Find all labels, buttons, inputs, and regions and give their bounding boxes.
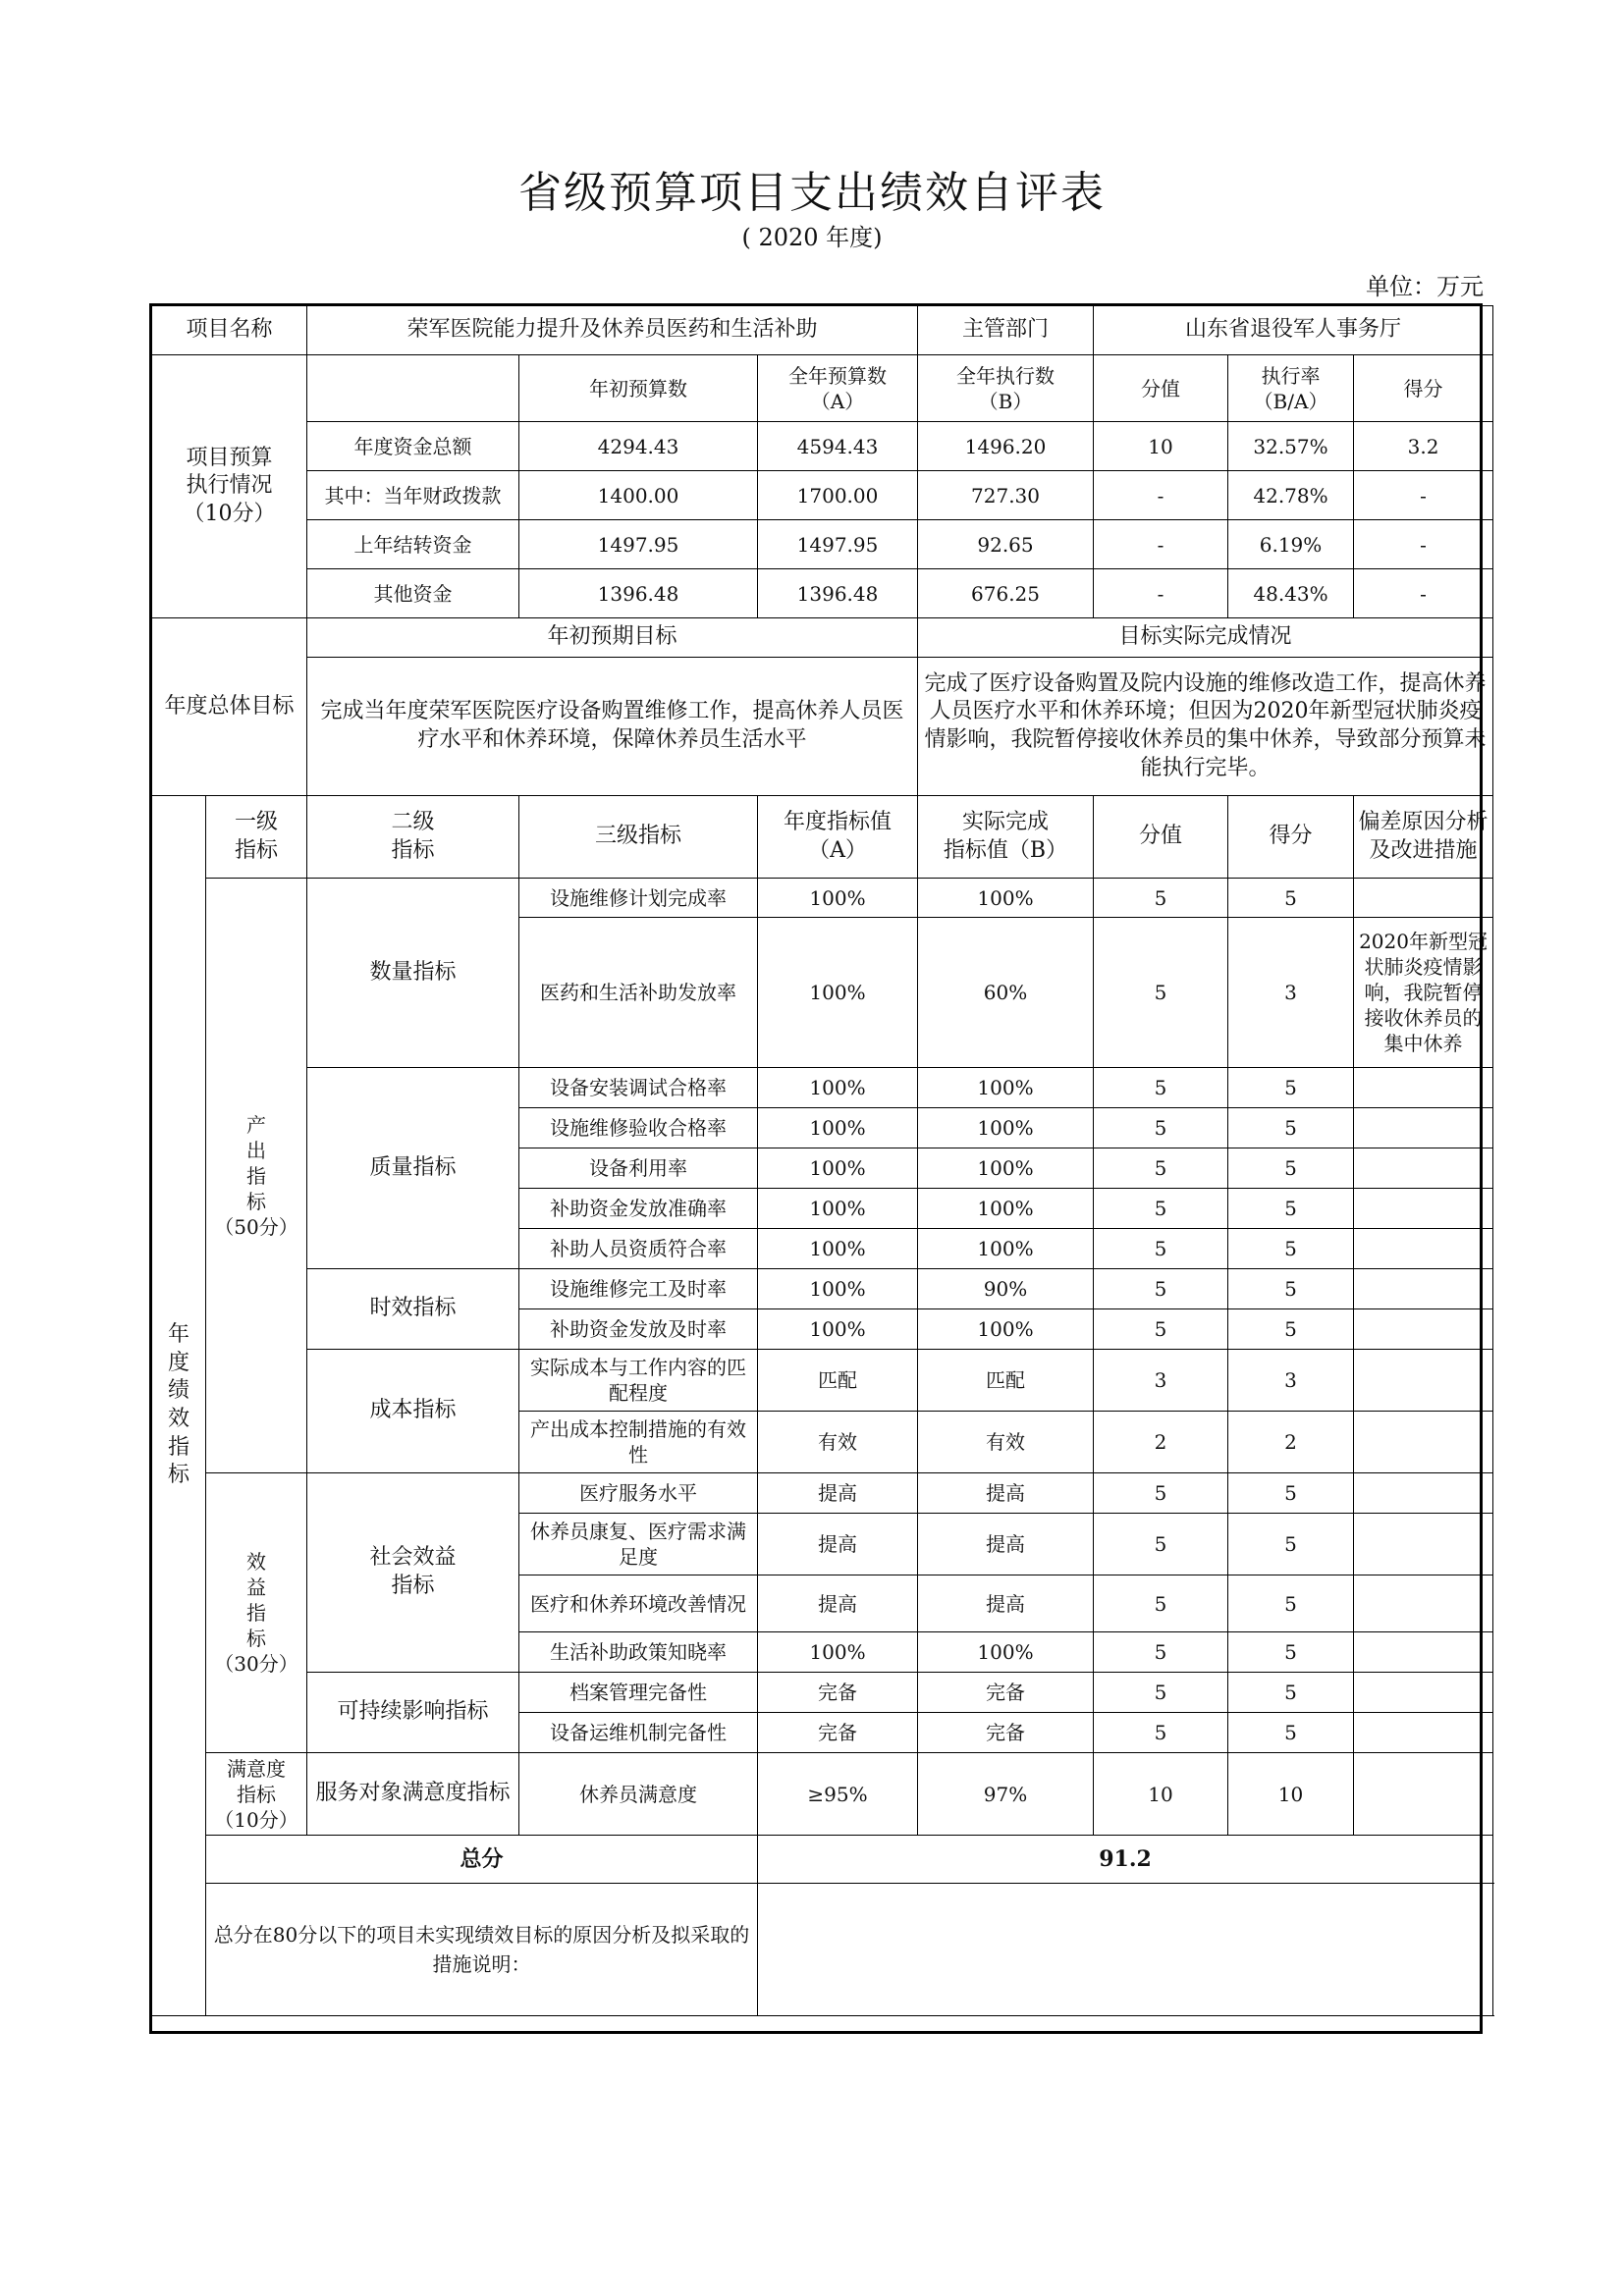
budget-row-initial: 1400.00 — [519, 471, 758, 520]
budget-row-label: 其他资金 — [307, 569, 519, 618]
indicator-score-value: 5 — [1094, 1229, 1228, 1269]
indicator-analysis — [1354, 1068, 1493, 1108]
benefit-label-text: 效 益 指 标 （30分） — [214, 1550, 298, 1676]
budget-row — [152, 520, 1493, 569]
budget-row-rate: 32.57% — [1228, 422, 1354, 471]
indicator-row — [152, 1350, 1493, 1412]
output-label — [206, 879, 307, 1473]
budget-row-score: - — [1354, 569, 1493, 618]
timeliness-label: 时效指标 — [307, 1269, 519, 1350]
indicator-actual: 100% — [918, 1632, 1094, 1673]
indicator-name: 档案管理完备性 — [519, 1673, 758, 1713]
indicator-score: 10 — [1228, 1753, 1354, 1836]
indicator-score-value: 5 — [1094, 1632, 1228, 1673]
indicator-row — [152, 1673, 1493, 1713]
budget-header-executed — [918, 355, 1094, 422]
indicator-score-value: 5 — [1094, 918, 1228, 1068]
indicator-actual: 60% — [918, 918, 1094, 1068]
budget-row-label: 年度资金总额 — [307, 422, 519, 471]
indicator-name: 设备利用率 — [519, 1148, 758, 1189]
indicator-name: 设备安装调试合格率 — [519, 1068, 758, 1108]
indicator-score: 5 — [1228, 879, 1354, 918]
indicator-target: 完备 — [758, 1713, 918, 1753]
indicator-name: 产出成本控制措施的有效性 — [519, 1412, 758, 1473]
budget-row-score-value: - — [1094, 520, 1228, 569]
indicator-target: 100% — [758, 879, 918, 918]
budget-row-score-value: - — [1094, 471, 1228, 520]
header-level3: 三级指标 — [519, 796, 758, 879]
budget-header-score — [1354, 355, 1493, 422]
budget-row-initial: 4294.43 — [519, 422, 758, 471]
indicator-analysis — [1354, 1575, 1493, 1632]
indicator-analysis — [1354, 1108, 1493, 1148]
indicator-score: 5 — [1228, 1309, 1354, 1350]
indicator-row — [152, 1753, 1493, 1836]
header-score-value: 分值 — [1094, 796, 1228, 879]
indicator-analysis — [1354, 879, 1493, 918]
indicator-score-value: 5 — [1094, 879, 1228, 918]
indicator-score-value: 5 — [1094, 1575, 1228, 1632]
budget-header-score-text: 得分 — [1403, 376, 1443, 400]
indicator-target: 100% — [758, 1309, 918, 1350]
budget-row-executed: 676.25 — [918, 569, 1094, 618]
indicator-target: 提高 — [758, 1575, 918, 1632]
indicator-score: 5 — [1228, 1269, 1354, 1309]
indicator-score: 5 — [1228, 1713, 1354, 1753]
budget-row-score: - — [1354, 520, 1493, 569]
indicator-score: 3 — [1228, 1350, 1354, 1412]
indicator-actual: 提高 — [918, 1514, 1094, 1575]
indicator-score: 5 — [1228, 1673, 1354, 1713]
indicator-score-value: 5 — [1094, 1148, 1228, 1189]
indicator-name: 实际成本与工作内容的匹配程度 — [519, 1350, 758, 1412]
page-subtitle: ( 2020 年度) — [741, 224, 883, 251]
indicator-actual: 有效 — [918, 1412, 1094, 1473]
indicator-target: ≥95% — [758, 1753, 918, 1836]
indicator-analysis — [1354, 1309, 1493, 1350]
indicator-target: 有效 — [758, 1412, 918, 1473]
indicator-analysis — [1354, 1269, 1493, 1309]
indicator-name: 生活补助政策知晓率 — [519, 1632, 758, 1673]
budget-section-text: 项目预算 执行情况 （10分） — [183, 445, 276, 526]
goal-planned-header: 年初预期目标 — [307, 618, 918, 658]
budget-row-annual: 1497.95 — [758, 520, 918, 569]
total-label: 总分 — [206, 1836, 758, 1884]
indicator-analysis — [1354, 1189, 1493, 1229]
budget-row-executed: 1496.20 — [918, 422, 1094, 471]
page-title: 省级预算项目支出绩效自评表 — [518, 168, 1106, 218]
budget-header-rate-text: 执行率 （B/A） — [1253, 363, 1328, 413]
budget-row-label: 上年结转资金 — [307, 520, 519, 569]
budget-row-rate: 6.19% — [1228, 520, 1354, 569]
budget-header-score-value-text: 分值 — [1141, 376, 1181, 400]
budget-row-rate: 42.78% — [1228, 471, 1354, 520]
project-name-label: 项目名称 — [152, 306, 307, 355]
indicator-actual: 100% — [918, 1229, 1094, 1269]
indicator-name: 医药和生活补助发放率 — [519, 918, 758, 1068]
output-label-text: 产 出 指 标 （50分） — [214, 1112, 298, 1239]
indicator-score-value: 5 — [1094, 1473, 1228, 1514]
indicator-score: 3 — [1228, 918, 1354, 1068]
goal-actual-text: 完成了医疗设备购置及院内设施的维修改造工作，提高休养人员医疗水平和休养环境；但因为2020年新型冠状肺炎疫情影响，我院暂停接收休养员的集中休养，导致部分预算未能执行完毕。 — [918, 658, 1493, 796]
indicator-analysis — [1354, 1350, 1493, 1412]
indicator-analysis — [1354, 1673, 1493, 1713]
indicator-target: 100% — [758, 1108, 918, 1148]
header-level2 — [307, 796, 519, 879]
self-evaluation-table — [151, 305, 1493, 2016]
indicator-analysis — [1354, 1632, 1493, 1673]
indicator-score-value: 5 — [1094, 1269, 1228, 1309]
indicator-name: 补助人员资质符合率 — [519, 1229, 758, 1269]
indicator-target: 100% — [758, 1269, 918, 1309]
budget-row-initial: 1497.95 — [519, 520, 758, 569]
indicator-analysis — [1354, 1473, 1493, 1514]
indicator-target: 100% — [758, 1189, 918, 1229]
indicator-target: 100% — [758, 1068, 918, 1108]
indicator-name: 设施维修验收合格率 — [519, 1108, 758, 1148]
indicator-actual: 完备 — [918, 1713, 1094, 1753]
satisfaction-sub-label: 服务对象满意度指标 — [307, 1753, 519, 1836]
indicator-target: 完备 — [758, 1673, 918, 1713]
budget-row-executed: 727.30 — [918, 471, 1094, 520]
budget-row — [152, 471, 1493, 520]
unit-label: 单位：万元 — [1366, 273, 1484, 300]
indicator-score: 5 — [1228, 1189, 1354, 1229]
budget-row — [152, 569, 1493, 618]
cost-label: 成本指标 — [307, 1350, 519, 1473]
indicator-actual: 提高 — [918, 1473, 1094, 1514]
benefit-label — [206, 1473, 307, 1753]
indicator-row — [152, 1473, 1493, 1514]
indicator-score-value: 5 — [1094, 1309, 1228, 1350]
indicator-name: 设施维修完工及时率 — [519, 1269, 758, 1309]
quality-label: 质量指标 — [307, 1068, 519, 1269]
satisfaction-label — [206, 1753, 307, 1836]
sustainable-label: 可持续影响指标 — [307, 1673, 519, 1753]
budget-row-executed: 92.65 — [918, 520, 1094, 569]
dept-name: 山东省退役军人事务厅 — [1094, 306, 1493, 355]
indicator-score-value: 10 — [1094, 1753, 1228, 1836]
indicator-score: 5 — [1228, 1148, 1354, 1189]
header-level1-text: 一级 指标 — [235, 809, 279, 863]
indicator-target: 提高 — [758, 1473, 918, 1514]
social-label-text: 社会效益 指标 — [369, 1545, 457, 1598]
indicator-name: 补助资金发放准确率 — [519, 1189, 758, 1229]
indicator-target: 提高 — [758, 1514, 918, 1575]
indicator-target: 100% — [758, 1229, 918, 1269]
indicator-score-value: 3 — [1094, 1350, 1228, 1412]
indicator-actual: 提高 — [918, 1575, 1094, 1632]
header-actual — [918, 796, 1094, 879]
budget-row-rate: 48.43% — [1228, 569, 1354, 618]
budget-row-label: 其中：当年财政拨款 — [307, 471, 519, 520]
budget-row-initial: 1396.48 — [519, 569, 758, 618]
indicator-score: 5 — [1228, 1108, 1354, 1148]
indicator-target: 100% — [758, 918, 918, 1068]
budget-row-annual: 1396.48 — [758, 569, 918, 618]
indicator-actual: 100% — [918, 1309, 1094, 1350]
indicator-score: 5 — [1228, 1632, 1354, 1673]
indicator-score-value: 5 — [1094, 1514, 1228, 1575]
indicator-target: 匹配 — [758, 1350, 918, 1412]
indicator-actual: 100% — [918, 1148, 1094, 1189]
budget-header-annual — [758, 355, 918, 422]
header-actual-text: 实际完成 指标值（B） — [943, 809, 1068, 863]
header-analysis — [1354, 796, 1493, 879]
budget-header-initial-text: 年初预算数 — [589, 376, 688, 400]
dept-label: 主管部门 — [918, 306, 1094, 355]
indicator-score: 5 — [1228, 1514, 1354, 1575]
indicator-score-value: 5 — [1094, 1108, 1228, 1148]
indicator-analysis — [1354, 1412, 1493, 1473]
indicator-actual: 97% — [918, 1753, 1094, 1836]
header-score: 得分 — [1228, 796, 1354, 879]
project-name: 荣军医院能力提升及休养员医药和生活补助 — [307, 306, 918, 355]
budget-row-score: 3.2 — [1354, 422, 1493, 471]
indicator-row — [152, 879, 1493, 918]
budget-header-initial — [519, 355, 758, 422]
budget-section-label — [152, 355, 307, 618]
indicator-actual: 完备 — [918, 1673, 1094, 1713]
goal-actual-header: 目标实际完成情况 — [918, 618, 1493, 658]
header-analysis-text: 偏差原因分析 及改进措施 — [1358, 809, 1489, 863]
indicator-row — [152, 1068, 1493, 1108]
budget-header-rate — [1228, 355, 1354, 422]
social-label — [307, 1473, 519, 1673]
indicator-score-value: 5 — [1094, 1068, 1228, 1108]
satisfaction-label-text: 满意度 指标 （10分） — [214, 1756, 298, 1832]
indicator-actual: 100% — [918, 879, 1094, 918]
header-level2-text: 二级 指标 — [391, 809, 435, 863]
budget-row — [152, 422, 1493, 471]
budget-row-score-value: - — [1094, 569, 1228, 618]
indicator-score: 5 — [1228, 1229, 1354, 1269]
remark-value — [758, 1884, 1493, 2016]
indicator-target: 100% — [758, 1148, 918, 1189]
header-target-text: 年度指标值 （A） — [784, 809, 893, 863]
budget-row-annual: 4594.43 — [758, 422, 918, 471]
indicator-name: 休养员康复、医疗需求满足度 — [519, 1514, 758, 1575]
indicator-name: 设施维修计划完成率 — [519, 879, 758, 918]
indicator-score: 5 — [1228, 1473, 1354, 1514]
indicator-analysis — [1354, 1229, 1493, 1269]
indicator-name: 补助资金发放及时率 — [519, 1309, 758, 1350]
indicator-actual: 100% — [918, 1068, 1094, 1108]
indicator-score-value: 2 — [1094, 1412, 1228, 1473]
budget-header-executed-text: 全年执行数 （B） — [956, 363, 1056, 413]
indicator-section-label — [152, 796, 206, 2016]
budget-header-score-value — [1094, 355, 1228, 422]
indicator-name: 医疗服务水平 — [519, 1473, 758, 1514]
indicator-analysis: 2020年新型冠状肺炎疫情影响，我院暂停接收休养员的集中休养 — [1354, 918, 1493, 1068]
indicator-analysis — [1354, 1713, 1493, 1753]
indicator-actual: 匹配 — [918, 1350, 1094, 1412]
header-level1 — [206, 796, 307, 879]
header-target — [758, 796, 918, 879]
indicator-score-value: 5 — [1094, 1673, 1228, 1713]
indicator-analysis — [1354, 1514, 1493, 1575]
indicator-score: 5 — [1228, 1575, 1354, 1632]
indicator-analysis — [1354, 1753, 1493, 1836]
goal-label: 年度总体目标 — [152, 618, 307, 796]
quantity-label: 数量指标 — [307, 879, 519, 1068]
indicator-name: 设备运维机制完备性 — [519, 1713, 758, 1753]
total-value: 91.2 — [758, 1836, 1493, 1884]
budget-header-blank — [307, 355, 519, 422]
indicator-target: 100% — [758, 1632, 918, 1673]
indicator-row — [152, 1269, 1493, 1309]
indicator-score: 2 — [1228, 1412, 1354, 1473]
indicator-name: 医疗和休养环境改善情况 — [519, 1575, 758, 1632]
budget-header-annual-text: 全年预算数 （A） — [788, 363, 888, 413]
budget-row-score: - — [1354, 471, 1493, 520]
indicator-score: 5 — [1228, 1068, 1354, 1108]
budget-row-annual: 1700.00 — [758, 471, 918, 520]
indicator-actual: 100% — [918, 1108, 1094, 1148]
indicator-actual: 100% — [918, 1189, 1094, 1229]
remark-label: 总分在80分以下的项目未实现绩效目标的原因分析及拟采取的措施说明： — [206, 1884, 758, 2016]
indicator-score-value: 5 — [1094, 1713, 1228, 1753]
indicator-actual: 90% — [918, 1269, 1094, 1309]
indicator-section-text: 年 度 绩 效 指 标 — [167, 1322, 189, 1488]
indicator-analysis — [1354, 1148, 1493, 1189]
budget-row-score-value: 10 — [1094, 422, 1228, 471]
goal-planned-text: 完成当年度荣军医院医疗设备购置维修工作，提高休养人员医疗水平和休养环境，保障休养员生活水平 — [307, 658, 918, 796]
indicator-score-value: 5 — [1094, 1189, 1228, 1229]
indicator-name: 休养员满意度 — [519, 1753, 758, 1836]
